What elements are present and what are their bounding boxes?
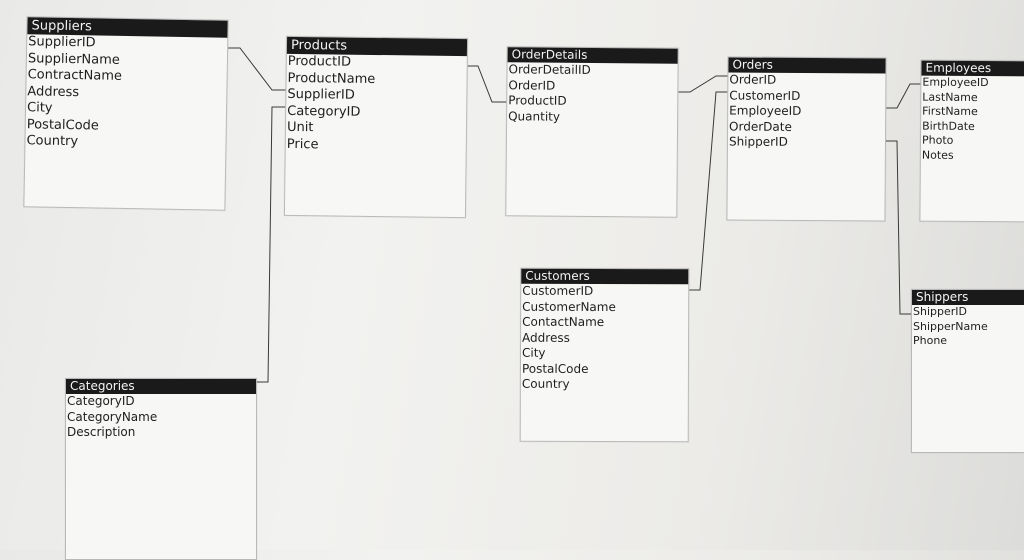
table-title: OrderDetails	[508, 47, 678, 63]
field: OrderDate	[729, 118, 792, 134]
table-categories[interactable]	[65, 378, 257, 560]
rel-category-product	[255, 107, 286, 382]
field: ShipperID	[728, 134, 788, 149]
table-title: Shippers	[912, 290, 1024, 305]
field: Country	[521, 376, 570, 391]
field: OrderID	[729, 72, 777, 87]
field: Unit	[286, 119, 314, 136]
field: ShipperID	[913, 305, 967, 318]
rel-order-shipper	[885, 141, 912, 314]
field: Address	[27, 83, 80, 100]
field: CustomerID	[729, 87, 801, 103]
field: Price	[286, 136, 319, 152]
field: Photo	[921, 133, 954, 147]
field: FirstName	[922, 104, 978, 119]
field: PostalCode	[26, 116, 99, 134]
field: CategoryID	[287, 103, 361, 120]
field: SupplierID	[287, 86, 355, 103]
table-title: Categories	[66, 379, 256, 394]
field: ProductID	[287, 53, 352, 70]
field: ShipperName	[913, 319, 988, 333]
rel-product-orderdetail	[465, 66, 507, 102]
field: City	[521, 345, 546, 360]
field: ProductID	[508, 93, 567, 108]
field: Country	[26, 133, 79, 150]
table-orders[interactable]	[726, 56, 886, 221]
rel-supplier-product	[226, 48, 286, 90]
field: OrderDetailID	[508, 62, 591, 77]
table-products[interactable]	[284, 36, 468, 218]
table-title: Customers	[521, 269, 688, 285]
table-customers[interactable]	[520, 268, 690, 443]
table-orderdetails[interactable]	[505, 46, 678, 217]
field: LastName	[922, 90, 978, 104]
rel-orderdetail-order	[677, 76, 729, 92]
field: Address	[522, 330, 570, 345]
field: Quantity	[508, 108, 561, 124]
table-shippers[interactable]	[911, 289, 1024, 453]
field: Notes	[921, 148, 954, 162]
rel-customer-order	[688, 92, 729, 290]
field: OrderID	[508, 77, 556, 93]
table-title: Orders	[728, 57, 885, 73]
field: City	[26, 100, 53, 116]
rel-order-employee	[885, 84, 922, 108]
field: CategoryName	[67, 409, 158, 424]
field: EmployeeID	[922, 75, 989, 90]
field: ContractName	[27, 67, 123, 84]
field: Phone	[913, 334, 948, 347]
field: PostalCode	[521, 361, 589, 376]
field: ProductName	[287, 70, 376, 87]
table-title: Employees	[921, 61, 1024, 77]
field: ContactName	[522, 314, 605, 329]
field: SupplierName	[27, 50, 120, 68]
table-employees[interactable]	[919, 60, 1024, 223]
field: BirthDate	[922, 119, 975, 133]
field: CategoryID	[67, 394, 135, 408]
field: CustomerID	[522, 283, 594, 298]
table-title: Suppliers	[27, 17, 227, 37]
field: SupplierID	[28, 34, 96, 51]
field: Description	[67, 425, 136, 439]
field: EmployeeID	[729, 103, 802, 118]
table-suppliers[interactable]	[23, 16, 228, 210]
field: CustomerName	[522, 299, 616, 314]
table-title: Products	[287, 37, 467, 56]
